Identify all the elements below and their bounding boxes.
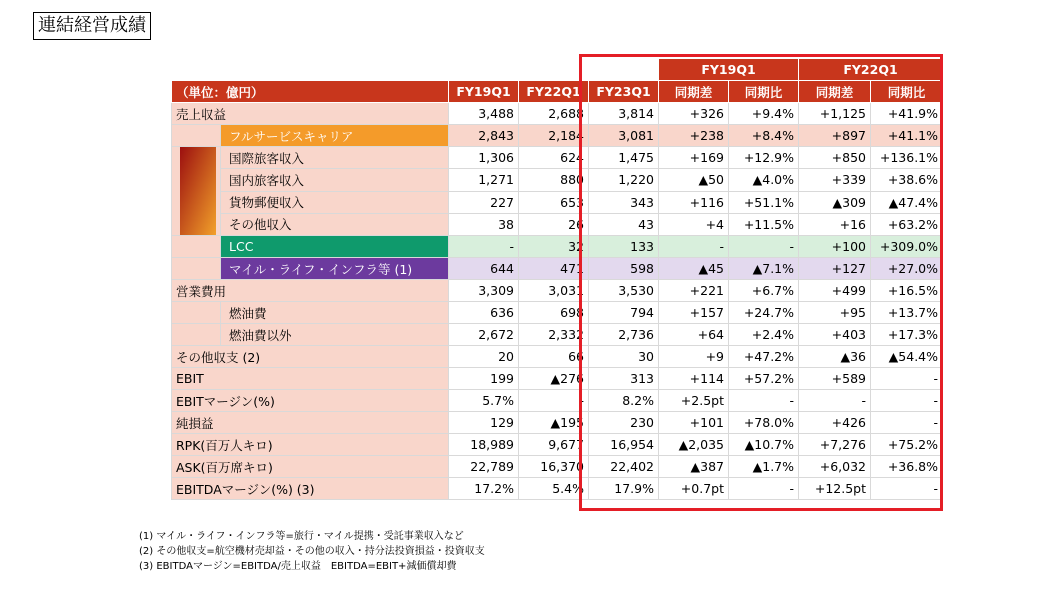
bracket-decoration [172,147,221,236]
table-cell: +78.0% [729,412,799,434]
table-cell: 17.9% [589,478,659,500]
table-cell: 26 [519,213,589,235]
table-cell: 880 [519,169,589,191]
table-cell: +136.1% [871,147,943,169]
table-row [172,346,943,368]
table-cell: +4 [659,213,729,235]
row-label: EBIT [172,368,449,390]
table-cell: +38.6% [871,169,943,191]
table-cell: ▲54.4% [871,346,943,368]
table-cell: +339 [799,169,871,191]
table-cell: +0.7pt [659,478,729,500]
table-cell: - [659,236,729,258]
table-cell: +16 [799,213,871,235]
table-cell: +8.4% [729,125,799,147]
table-cell: 5.4% [519,478,589,500]
table-cell: - [799,390,871,412]
table-cell: 343 [589,191,659,213]
row-label: その他収入 [221,213,449,235]
table-row [172,191,943,213]
financial-table [171,58,943,500]
table-cell: 8.2% [589,390,659,412]
table-cell: 636 [449,302,519,324]
row-label: EBITDAマージン(%) (3) [172,478,449,500]
table-cell: 2,672 [449,324,519,346]
table-row [172,434,943,456]
row-indent [172,302,221,324]
row-label: ASK(百万席キロ) [172,456,449,478]
table-cell: +114 [659,368,729,390]
table-cell: 133 [589,236,659,258]
table-cell: 2,688 [519,103,589,125]
table-cell: 471 [519,258,589,280]
table-cell: 22,402 [589,456,659,478]
table-row [172,213,943,235]
table-cell: +63.2% [871,213,943,235]
col-header-ratio-19: 同期比 [729,81,799,103]
table-cell: +2.4% [729,324,799,346]
table-cell: 3,814 [589,103,659,125]
table-row [172,302,943,324]
table-cell: 16,954 [589,434,659,456]
table-cell: ▲45 [659,258,729,280]
row-label: その他収支 (2) [172,346,449,368]
table-row [172,125,943,147]
table-cell: 3,488 [449,103,519,125]
row-label: 純損益 [172,412,449,434]
table-row [172,478,943,500]
table-cell: +169 [659,147,729,169]
col-header-ratio-22: 同期比 [871,81,943,103]
table-cell: +9.4% [729,103,799,125]
table-cell: +309.0% [871,236,943,258]
table-cell: +157 [659,302,729,324]
row-label: 貨物郵便収入 [221,191,449,213]
row-indent [172,125,221,147]
table-cell: 2,332 [519,324,589,346]
table-row [172,258,943,280]
table-cell: 313 [589,368,659,390]
table-cell: ▲387 [659,456,729,478]
table-cell: ▲2,035 [659,434,729,456]
table-cell: +221 [659,280,729,302]
table-cell: 653 [519,191,589,213]
table-cell: 1,306 [449,147,519,169]
table-cell: +850 [799,147,871,169]
table-cell: 1,475 [589,147,659,169]
table-cell: 230 [589,412,659,434]
table-cell: +1,125 [799,103,871,125]
table-cell: +24.7% [729,302,799,324]
table-cell: 598 [589,258,659,280]
table-cell: +27.0% [871,258,943,280]
row-label: フルサービスキャリア [221,125,449,147]
table-cell: ▲50 [659,169,729,191]
table-cell: ▲36 [799,346,871,368]
table-cell: ▲7.1% [729,258,799,280]
row-label: 売上収益 [172,103,449,125]
table-cell: - [871,390,943,412]
table-cell: +57.2% [729,368,799,390]
table-cell: 199 [449,368,519,390]
table-cell: 32 [519,236,589,258]
table-cell: +36.8% [871,456,943,478]
table-cell: 18,989 [449,434,519,456]
table-cell: +64 [659,324,729,346]
table-cell: +12.5pt [799,478,871,500]
table-row [172,390,943,412]
table-cell: 624 [519,147,589,169]
row-label: RPK(百万人キロ) [172,434,449,456]
table-cell: +499 [799,280,871,302]
table-cell: - [519,390,589,412]
table-cell: 66 [519,346,589,368]
table-cell: 43 [589,213,659,235]
unit-header: （単位：億円） [172,81,449,103]
table-cell: - [871,478,943,500]
table-row [172,324,943,346]
table-cell: 16,370 [519,456,589,478]
table-cell: +116 [659,191,729,213]
table-row [172,456,943,478]
table-cell: +403 [799,324,871,346]
row-label: EBITマージン(%) [172,390,449,412]
table-cell: +13.7% [871,302,943,324]
row-label: 営業費用 [172,280,449,302]
col-header-fy19q1: FY19Q1 [449,81,519,103]
table-row [172,280,943,302]
table-cell: 2,843 [449,125,519,147]
footnote: (3) EBITDAマージン=EBITDA/売上収益 EBITDA=EBIT+減価償却費 [139,561,457,572]
row-label: LCC [221,236,449,258]
table-cell: ▲1.7% [729,456,799,478]
table-cell: 3,031 [519,280,589,302]
table-cell: 30 [589,346,659,368]
table-cell: - [449,236,519,258]
table-cell: ▲10.7% [729,434,799,456]
table-cell: 22,789 [449,456,519,478]
table-cell: +238 [659,125,729,147]
table-cell: - [729,478,799,500]
table-cell: +11.5% [729,213,799,235]
table-cell: - [871,412,943,434]
table-cell: 794 [589,302,659,324]
table-row [172,103,943,125]
table-cell: 3,309 [449,280,519,302]
table-cell: +9 [659,346,729,368]
table-cell: - [729,390,799,412]
row-label: 国内旅客収入 [221,169,449,191]
table-row [172,412,943,434]
table-cell: +7,276 [799,434,871,456]
table-cell: +17.3% [871,324,943,346]
table-cell: +589 [799,368,871,390]
table-cell: 3,081 [589,125,659,147]
table-cell: +426 [799,412,871,434]
row-indent [172,324,221,346]
row-label: 燃油費以外 [221,324,449,346]
table-row [172,169,943,191]
table-cell: 698 [519,302,589,324]
col-header-diff-19: 同期差 [659,81,729,103]
row-label: マイル・ライフ・インフラ等 (1) [221,258,449,280]
table-cell: - [871,368,943,390]
table-cell: 2,184 [519,125,589,147]
table-cell: ▲47.4% [871,191,943,213]
table-cell: ▲4.0% [729,169,799,191]
table-cell: +51.1% [729,191,799,213]
table-cell: 227 [449,191,519,213]
table-cell: - [729,236,799,258]
bracket-decoration [176,147,216,235]
table-row [172,236,943,258]
table-row [172,368,943,390]
table-cell: +16.5% [871,280,943,302]
footnotes [139,529,485,574]
table-cell: +101 [659,412,729,434]
table-cell: 17.2% [449,478,519,500]
col-header-fy22q1: FY22Q1 [519,81,589,103]
table-cell: +2.5pt [659,390,729,412]
row-indent [172,258,221,280]
row-label: 燃油費 [221,302,449,324]
table-cell: 20 [449,346,519,368]
page-title: 連結経営成績 [33,12,151,40]
table-cell: 1,220 [589,169,659,191]
footnote: (2) その他収支=航空機材売却益・その他の収入・持分法投資損益・投資収支 [139,546,485,557]
table-cell: +100 [799,236,871,258]
table-cell: +897 [799,125,871,147]
table-cell: 3,530 [589,280,659,302]
table-cell: +41.9% [871,103,943,125]
col-header-fy23q1: FY23Q1 [589,81,659,103]
table-cell: +6,032 [799,456,871,478]
table-cell: 9,677 [519,434,589,456]
table-cell: 129 [449,412,519,434]
table-cell: 38 [449,213,519,235]
table-cell: ▲195 [519,412,589,434]
footnote: (1) マイル・ライフ・インフラ等=旅行・マイル提携・受託事業収入など [139,531,464,542]
table-cell: 1,271 [449,169,519,191]
table-cell: +47.2% [729,346,799,368]
row-indent [172,236,221,258]
table-cell: +326 [659,103,729,125]
table-cell: ▲309 [799,191,871,213]
table-cell: +95 [799,302,871,324]
table-cell: +6.7% [729,280,799,302]
table-cell: +12.9% [729,147,799,169]
group-header-fy19q1: FY19Q1 [659,59,799,81]
row-label: 国際旅客収入 [221,147,449,169]
col-header-diff-22: 同期差 [799,81,871,103]
table-cell: +41.1% [871,125,943,147]
table-cell: 2,736 [589,324,659,346]
table-cell: 644 [449,258,519,280]
table-cell: +75.2% [871,434,943,456]
table-cell: ▲276 [519,368,589,390]
table-cell: 5.7% [449,390,519,412]
table-cell: +127 [799,258,871,280]
table-row [172,147,943,169]
group-header-fy22q1: FY22Q1 [799,59,943,81]
